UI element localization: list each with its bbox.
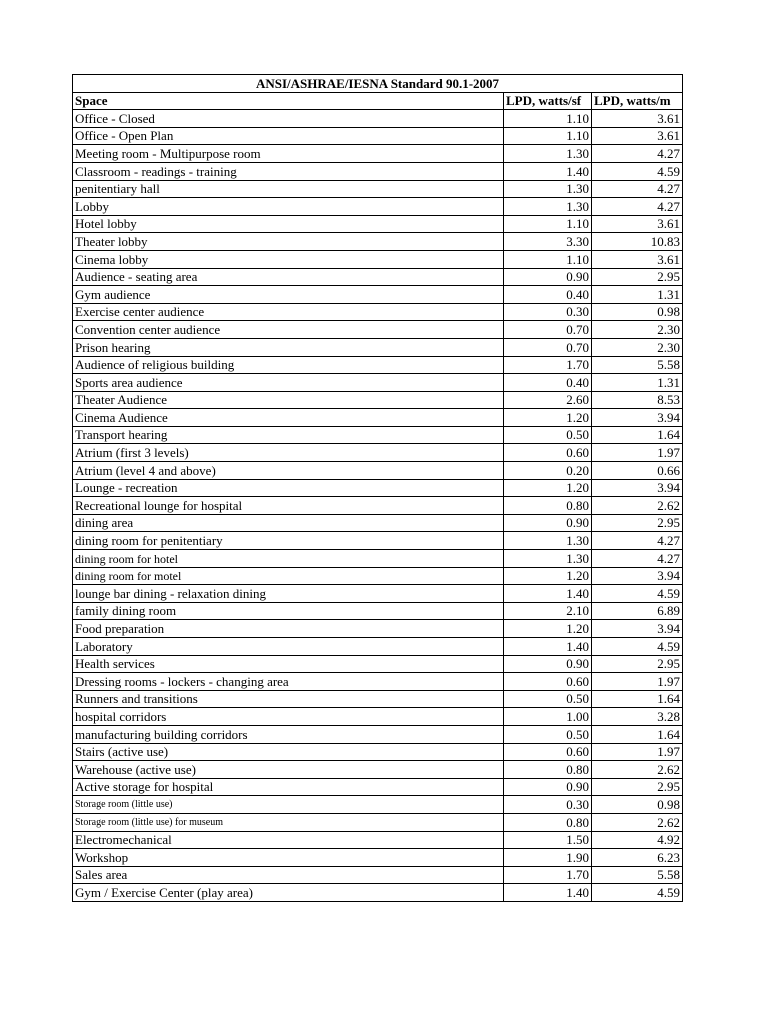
space-cell: hospital corridors bbox=[73, 708, 504, 726]
lpd-sf-cell: 0.20 bbox=[504, 462, 592, 480]
lpd-m-cell: 2.95 bbox=[592, 655, 683, 673]
lpd-m-cell: 1.31 bbox=[592, 286, 683, 304]
lpd-sf-cell: 1.20 bbox=[504, 479, 592, 497]
lpd-m-cell: 4.27 bbox=[592, 550, 683, 568]
lpd-m-cell: 3.94 bbox=[592, 479, 683, 497]
lpd-sf-cell: 1.30 bbox=[504, 145, 592, 163]
lpd-sf-cell: 1.50 bbox=[504, 831, 592, 849]
space-cell: Audience - seating area bbox=[73, 268, 504, 286]
table-row bbox=[73, 655, 683, 673]
space-cell: Storage room (little use) for museum bbox=[73, 813, 504, 831]
space-cell: Transport hearing bbox=[73, 426, 504, 444]
space-cell: Runners and transitions bbox=[73, 690, 504, 708]
lpd-m-cell: 1.97 bbox=[592, 743, 683, 761]
table-row bbox=[73, 391, 683, 409]
space-cell: Stairs (active use) bbox=[73, 743, 504, 761]
table-row bbox=[73, 110, 683, 128]
lpd-m-cell: 4.27 bbox=[592, 145, 683, 163]
lpd-sf-cell: 2.60 bbox=[504, 391, 592, 409]
space-cell: lounge bar dining - relaxation dining bbox=[73, 585, 504, 603]
lpd-sf-cell: 0.80 bbox=[504, 813, 592, 831]
lpd-sf-cell: 1.30 bbox=[504, 180, 592, 198]
table-row bbox=[73, 585, 683, 603]
header-lpd-sf: LPD, watts/sf bbox=[504, 92, 592, 110]
space-cell: Lobby bbox=[73, 198, 504, 216]
table-row bbox=[73, 602, 683, 620]
space-cell: Active storage for hospital bbox=[73, 778, 504, 796]
table-row bbox=[73, 884, 683, 902]
lpd-m-cell: 2.62 bbox=[592, 497, 683, 515]
table-row bbox=[73, 708, 683, 726]
lpd-sf-cell: 0.60 bbox=[504, 444, 592, 462]
lpd-sf-cell: 0.90 bbox=[504, 268, 592, 286]
lpd-m-cell: 6.23 bbox=[592, 849, 683, 867]
table-row bbox=[73, 638, 683, 656]
space-cell: Food preparation bbox=[73, 620, 504, 638]
table-row bbox=[73, 198, 683, 216]
table-row bbox=[73, 831, 683, 849]
space-cell: Meeting room - Multipurpose room bbox=[73, 145, 504, 163]
lpd-m-cell: 3.94 bbox=[592, 567, 683, 585]
table-row bbox=[73, 215, 683, 233]
lpd-m-cell: 8.53 bbox=[592, 391, 683, 409]
lpd-m-cell: 3.61 bbox=[592, 127, 683, 145]
lpd-sf-cell: 0.90 bbox=[504, 778, 592, 796]
lpd-m-cell: 4.92 bbox=[592, 831, 683, 849]
space-cell: Warehouse (active use) bbox=[73, 761, 504, 779]
table-row bbox=[73, 409, 683, 427]
space-cell: Gym / Exercise Center (play area) bbox=[73, 884, 504, 902]
lpd-m-cell: 2.62 bbox=[592, 761, 683, 779]
lpd-m-cell: 4.59 bbox=[592, 585, 683, 603]
space-cell: Gym audience bbox=[73, 286, 504, 304]
lpd-m-cell: 3.94 bbox=[592, 620, 683, 638]
header-row bbox=[73, 92, 683, 110]
table-row bbox=[73, 479, 683, 497]
space-cell: Office - Closed bbox=[73, 110, 504, 128]
table-row bbox=[73, 761, 683, 779]
table-row bbox=[73, 321, 683, 339]
space-cell: dining room for hotel bbox=[73, 550, 504, 568]
lpd-sf-cell: 0.40 bbox=[504, 374, 592, 392]
lpd-sf-cell: 1.30 bbox=[504, 532, 592, 550]
space-cell: Lounge - recreation bbox=[73, 479, 504, 497]
lpd-m-cell: 3.28 bbox=[592, 708, 683, 726]
table-row bbox=[73, 127, 683, 145]
table-row bbox=[73, 145, 683, 163]
space-cell: Atrium (level 4 and above) bbox=[73, 462, 504, 480]
lpd-m-cell: 4.59 bbox=[592, 638, 683, 656]
lpd-m-cell: 4.27 bbox=[592, 532, 683, 550]
lpd-m-cell: 1.64 bbox=[592, 725, 683, 743]
lpd-sf-cell: 1.90 bbox=[504, 849, 592, 867]
space-cell: Dressing rooms - lockers - changing area bbox=[73, 673, 504, 691]
lpd-sf-cell: 0.90 bbox=[504, 655, 592, 673]
lpd-sf-cell: 0.50 bbox=[504, 690, 592, 708]
table-row bbox=[73, 796, 683, 814]
space-cell: Storage room (little use) bbox=[73, 796, 504, 814]
table-row bbox=[73, 778, 683, 796]
lpd-sf-cell: 1.30 bbox=[504, 198, 592, 216]
lpd-sf-cell: 2.10 bbox=[504, 602, 592, 620]
space-cell: Cinema Audience bbox=[73, 409, 504, 427]
space-cell: family dining room bbox=[73, 602, 504, 620]
lpd-m-cell: 2.95 bbox=[592, 268, 683, 286]
lpd-sf-cell: 0.70 bbox=[504, 321, 592, 339]
space-cell: Convention center audience bbox=[73, 321, 504, 339]
table-row bbox=[73, 356, 683, 374]
table-row bbox=[73, 268, 683, 286]
lpd-m-cell: 0.98 bbox=[592, 303, 683, 321]
table-row bbox=[73, 426, 683, 444]
lpd-sf-cell: 0.60 bbox=[504, 673, 592, 691]
lpd-m-cell: 1.31 bbox=[592, 374, 683, 392]
header-space: Space bbox=[73, 92, 504, 110]
table-row bbox=[73, 233, 683, 251]
space-cell: Laboratory bbox=[73, 638, 504, 656]
table-row bbox=[73, 725, 683, 743]
lpd-m-cell: 1.64 bbox=[592, 690, 683, 708]
space-cell: Cinema lobby bbox=[73, 250, 504, 268]
lpd-m-cell: 3.61 bbox=[592, 250, 683, 268]
lpd-sf-cell: 0.60 bbox=[504, 743, 592, 761]
title-row bbox=[73, 75, 683, 93]
lpd-m-cell: 5.58 bbox=[592, 356, 683, 374]
table-row bbox=[73, 620, 683, 638]
table-row bbox=[73, 532, 683, 550]
space-cell: Workshop bbox=[73, 849, 504, 867]
lpd-m-cell: 3.94 bbox=[592, 409, 683, 427]
table-row bbox=[73, 374, 683, 392]
lpd-sf-cell: 1.40 bbox=[504, 884, 592, 902]
lpd-m-cell: 4.27 bbox=[592, 198, 683, 216]
table-row bbox=[73, 514, 683, 532]
lpd-m-cell: 2.95 bbox=[592, 514, 683, 532]
table-row bbox=[73, 444, 683, 462]
lpd-sf-cell: 1.00 bbox=[504, 708, 592, 726]
lpd-sf-cell: 0.80 bbox=[504, 497, 592, 515]
table-row bbox=[73, 743, 683, 761]
lpd-sf-cell: 0.50 bbox=[504, 725, 592, 743]
space-cell: Prison hearing bbox=[73, 338, 504, 356]
space-cell: Recreational lounge for hospital bbox=[73, 497, 504, 515]
space-cell: Electromechanical bbox=[73, 831, 504, 849]
table-row bbox=[73, 550, 683, 568]
lpd-m-cell: 2.95 bbox=[592, 778, 683, 796]
lpd-sf-cell: 0.70 bbox=[504, 338, 592, 356]
space-cell: penitentiary hall bbox=[73, 180, 504, 198]
table-row bbox=[73, 690, 683, 708]
lpd-sf-cell: 1.10 bbox=[504, 110, 592, 128]
lpd-sf-cell: 3.30 bbox=[504, 233, 592, 251]
table-row bbox=[73, 673, 683, 691]
lpd-m-cell: 2.62 bbox=[592, 813, 683, 831]
lpd-m-cell: 1.97 bbox=[592, 673, 683, 691]
lpd-sf-cell: 1.30 bbox=[504, 550, 592, 568]
table-row bbox=[73, 849, 683, 867]
space-cell: dining room for motel bbox=[73, 567, 504, 585]
lpd-m-cell: 0.66 bbox=[592, 462, 683, 480]
space-cell: Sales area bbox=[73, 866, 504, 884]
lpd-sf-cell: 0.50 bbox=[504, 426, 592, 444]
space-cell: manufacturing building corridors bbox=[73, 725, 504, 743]
table-row bbox=[73, 250, 683, 268]
space-cell: Sports area audience bbox=[73, 374, 504, 392]
lpd-m-cell: 2.30 bbox=[592, 321, 683, 339]
lpd-sf-cell: 1.40 bbox=[504, 585, 592, 603]
space-cell: Classroom - readings - training bbox=[73, 162, 504, 180]
space-cell: Atrium (first 3 levels) bbox=[73, 444, 504, 462]
space-cell: dining room for penitentiary bbox=[73, 532, 504, 550]
lpd-m-cell: 4.27 bbox=[592, 180, 683, 198]
table-row bbox=[73, 497, 683, 515]
lpd-sf-cell: 1.10 bbox=[504, 250, 592, 268]
table-row bbox=[73, 286, 683, 304]
table-row bbox=[73, 303, 683, 321]
table-row bbox=[73, 162, 683, 180]
lpd-m-cell: 1.97 bbox=[592, 444, 683, 462]
space-cell: dining area bbox=[73, 514, 504, 532]
lpd-sf-cell: 0.80 bbox=[504, 761, 592, 779]
lpd-sf-cell: 1.10 bbox=[504, 215, 592, 233]
table-title: ANSI/ASHRAE/IESNA Standard 90.1-2007 bbox=[73, 75, 683, 93]
space-cell: Exercise center audience bbox=[73, 303, 504, 321]
lpd-sf-cell: 1.70 bbox=[504, 356, 592, 374]
lpd-m-cell: 4.59 bbox=[592, 162, 683, 180]
lpd-sf-cell: 1.40 bbox=[504, 638, 592, 656]
lpd-sf-cell: 0.90 bbox=[504, 514, 592, 532]
table-row bbox=[73, 813, 683, 831]
space-cell: Theater lobby bbox=[73, 233, 504, 251]
lpd-sf-cell: 1.20 bbox=[504, 620, 592, 638]
space-cell: Audience of religious building bbox=[73, 356, 504, 374]
lpd-m-cell: 4.59 bbox=[592, 884, 683, 902]
lpd-m-cell: 3.61 bbox=[592, 215, 683, 233]
lpd-m-cell: 1.64 bbox=[592, 426, 683, 444]
lpd-sf-cell: 1.20 bbox=[504, 409, 592, 427]
lpd-m-cell: 6.89 bbox=[592, 602, 683, 620]
space-cell: Theater Audience bbox=[73, 391, 504, 409]
lpd-table-body bbox=[73, 75, 683, 902]
space-cell: Hotel lobby bbox=[73, 215, 504, 233]
lpd-m-cell: 3.61 bbox=[592, 110, 683, 128]
lpd-sf-cell: 1.40 bbox=[504, 162, 592, 180]
lpd-sf-cell: 1.70 bbox=[504, 866, 592, 884]
lpd-m-cell: 10.83 bbox=[592, 233, 683, 251]
table-row bbox=[73, 567, 683, 585]
lpd-sf-cell: 0.30 bbox=[504, 796, 592, 814]
space-cell: Health services bbox=[73, 655, 504, 673]
lpd-m-cell: 2.30 bbox=[592, 338, 683, 356]
lpd-table bbox=[72, 74, 683, 902]
lpd-sf-cell: 0.30 bbox=[504, 303, 592, 321]
lpd-sf-cell: 0.40 bbox=[504, 286, 592, 304]
table-row bbox=[73, 866, 683, 884]
lpd-m-cell: 5.58 bbox=[592, 866, 683, 884]
table-row bbox=[73, 462, 683, 480]
table-row bbox=[73, 180, 683, 198]
header-lpd-m: LPD, watts/m bbox=[592, 92, 683, 110]
lpd-sf-cell: 1.20 bbox=[504, 567, 592, 585]
lpd-m-cell: 0.98 bbox=[592, 796, 683, 814]
table-row bbox=[73, 338, 683, 356]
space-cell: Office - Open Plan bbox=[73, 127, 504, 145]
lpd-sf-cell: 1.10 bbox=[504, 127, 592, 145]
